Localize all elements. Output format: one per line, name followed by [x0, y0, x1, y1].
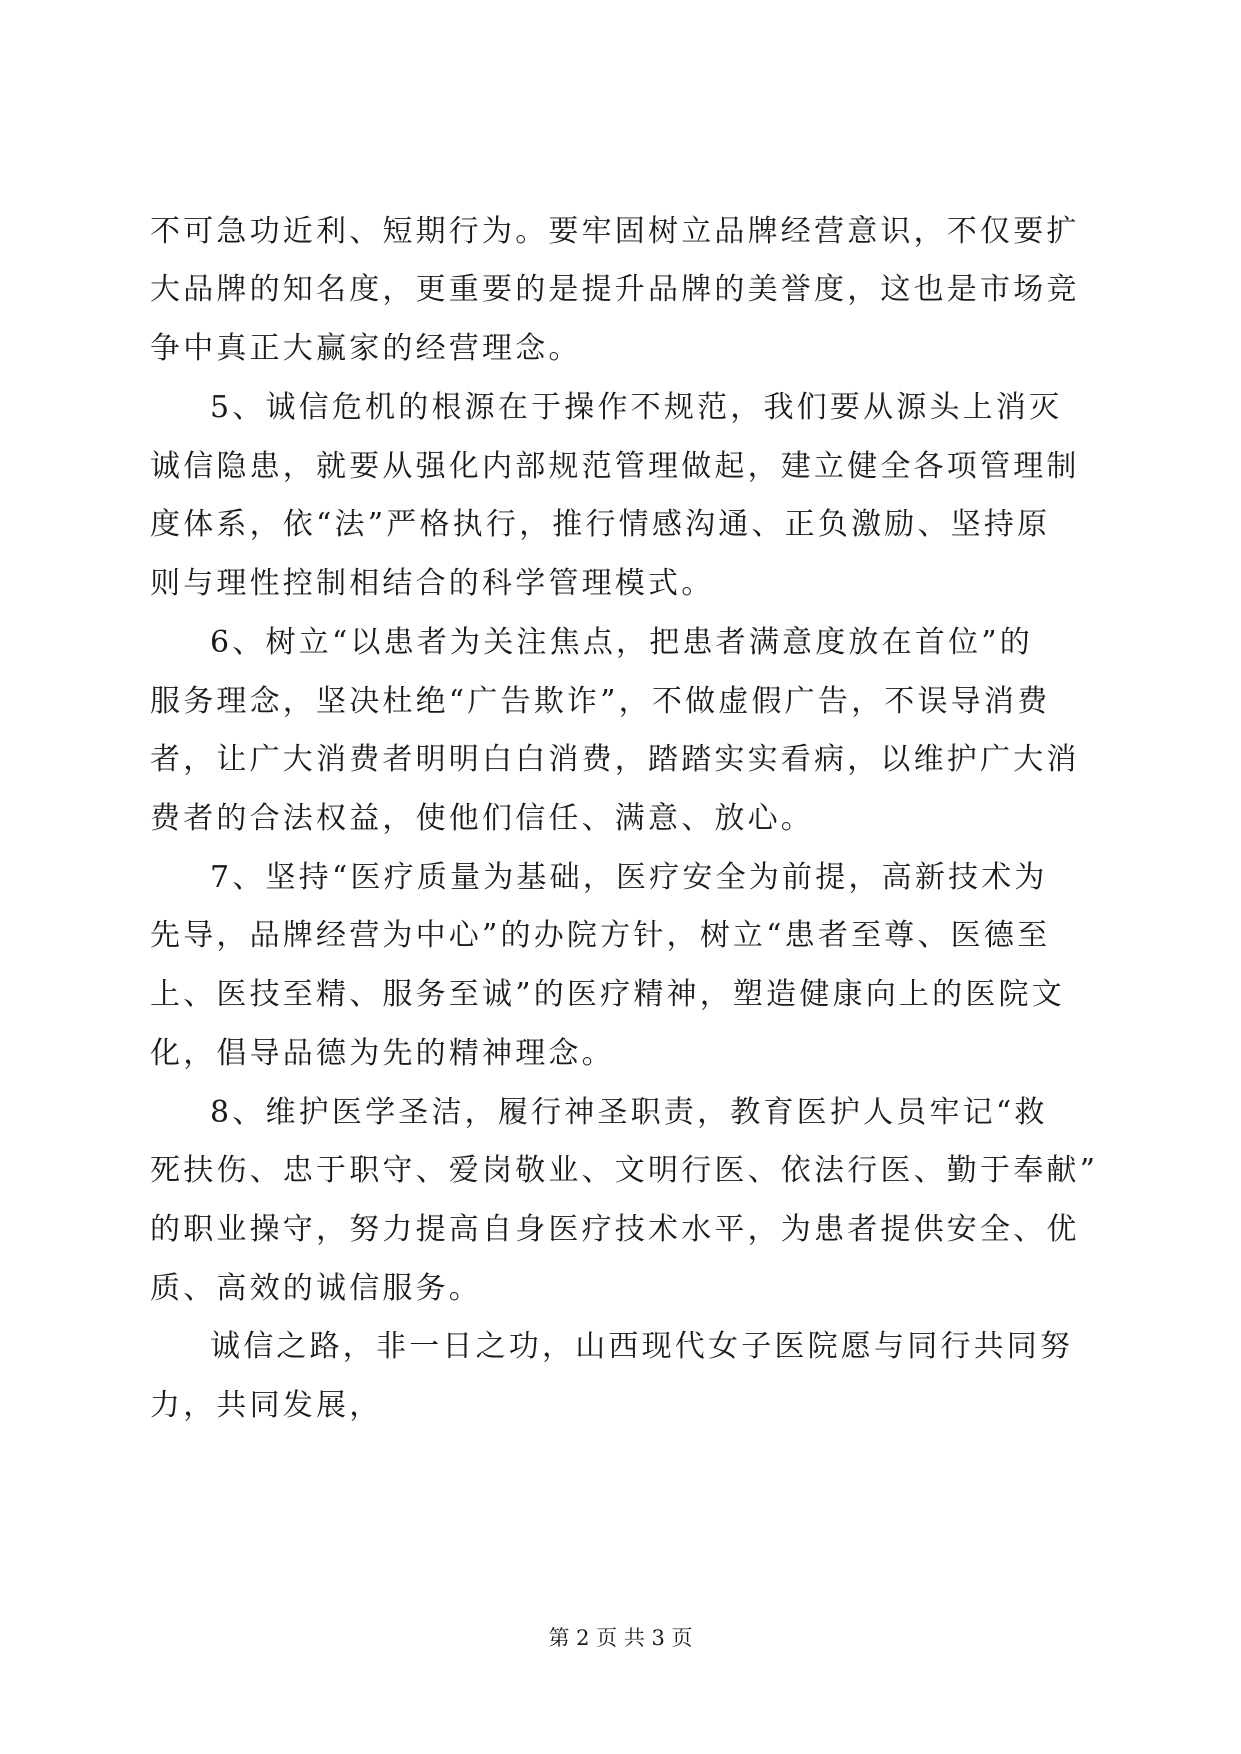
paragraph-line: 度体系，依“法”严格执行，推行情感沟通、正负激励、坚持原	[150, 507, 1051, 542]
paragraph-line: 的职业操守，努力提高自身医疗技术水平，为患者提供安全、优	[150, 1212, 1080, 1247]
paragraph-line: 力，共同发展，	[150, 1388, 383, 1423]
paragraph-line: 死扶伤、忠于职守、爱岗敬业、文明行医、依法行医、勤于奉献”	[150, 1153, 1099, 1188]
paragraph-line: 8、维护医学圣洁，履行神圣职责，教育医护人员牢记“救	[210, 1095, 1048, 1130]
paragraph-line: 诚信之路，非一日之功，山西现代女子医院愿与同行共同努	[210, 1329, 1074, 1364]
paragraph-line: 6、树立“以患者为关注焦点，把患者满意度放在首位”的	[210, 625, 1033, 660]
page-number-footer: 第 2 页 共 3 页	[548, 1626, 693, 1650]
paragraph-line: 上、医技至精、服务至诚”的医疗精神，塑造健康向上的医院文	[150, 977, 1065, 1012]
paragraph-line: 化，倡导品德为先的精神理念。	[150, 1036, 615, 1071]
paragraph-line: 大品牌的知名度，更重要的是提升品牌的美誉度，这也是市场竞	[150, 272, 1080, 307]
paragraph-line: 则与理性控制相结合的科学管理模式。	[150, 566, 715, 601]
paragraph-line: 不可急功近利、短期行为。要牢固树立品牌经营意识，不仅要扩	[150, 214, 1080, 249]
paragraph-line: 质、高效的诚信服务。	[150, 1271, 482, 1306]
paragraph-line: 者，让广大消费者明明白白消费，踏踏实实看病，以维护广大消	[150, 742, 1080, 777]
paragraph-line: 争中真正大赢家的经营理念。	[150, 331, 582, 366]
paragraph-line: 服务理念，坚决杜绝“广告欺诈”，不做虚假广告，不误导消费	[150, 684, 1051, 719]
paragraph-line: 诚信隐患，就要从强化内部规范管理做起，建立健全各项管理制	[150, 449, 1080, 484]
paragraph-line: 7、坚持“医疗质量为基础，医疗安全为前提，高新技术为	[210, 860, 1048, 895]
paragraph-line: 先导，品牌经营为中心”的办院方针，树立“患者至尊、医德至	[150, 918, 1051, 953]
paragraph-line: 费者的合法权益，使他们信任、满意、放心。	[150, 801, 814, 836]
paragraph-line: 5、诚信危机的根源在于操作不规范，我们要从源头上消灭	[210, 390, 1063, 425]
